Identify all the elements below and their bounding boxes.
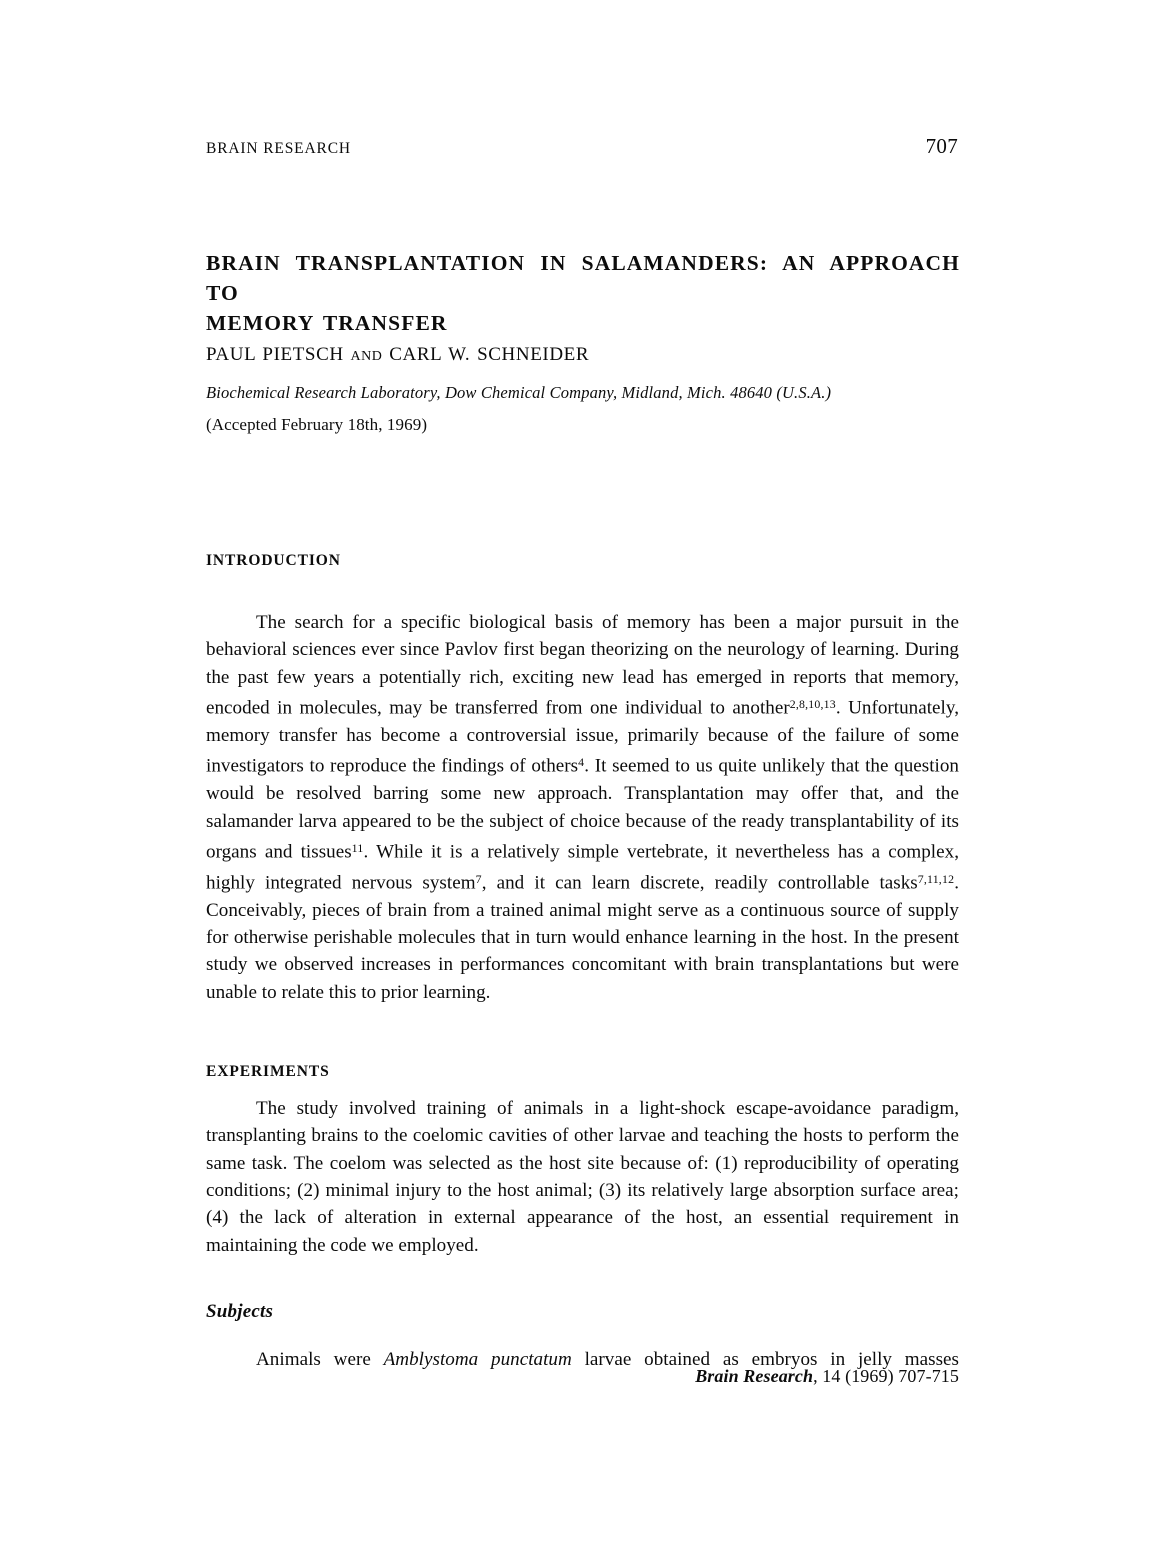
intro-text-part-6: . Conceivably, pieces of brain from a trained animal might serve as a continuous source of supply for otherwise perishable molecules that in turn would enhance learning in the host. In the present study we observed increases in performances concomitant with brain transplantations but were unable to relate this to prior learning. bbox=[206, 872, 959, 1003]
reference-marker: 2,8,10,13 bbox=[789, 696, 836, 711]
intro-text-part-3: . It seemed to us quite unlikely that the question would be resolved barring some new approach. Transplantation may offer that, and the salamander larva appeared to be the subject of choice because of the ready transplantability of its organs and tissues bbox=[206, 755, 959, 863]
reference-marker: 11 bbox=[351, 840, 364, 855]
experiments-paragraph: The study involved training of animals in a light-shock escape-avoidance paradigm, transplanting brains to the coelomic cavities of other larvae and teaching the hosts to perform the same task. The coelom was selected as the host site because of: (1) reproducibility of operating conditions; (2) minimal injury to the host animal; (3) its relatively large absorption surface area; (4) the lack of alteration in external appearance of the host, an essential requirement in maintaining the code we employed. bbox=[206, 1098, 959, 1256]
article-title-line-1: BRAIN TRANSPLANTATION IN SALAMANDERS: AN APPROACH TO bbox=[206, 251, 960, 306]
footer-volume-year-pages: , 14 (1969) 707-715 bbox=[813, 1366, 959, 1386]
intro-text-part-5: , and it can learn discrete, readily controllable tasks bbox=[481, 872, 918, 894]
accepted-date: (Accepted February 18th, 1969) bbox=[206, 415, 428, 434]
author-conjunction: AND bbox=[350, 349, 383, 364]
article-title-line-2: MEMORY TRANSFER bbox=[206, 311, 448, 336]
footer-journal-name: Brain Research bbox=[695, 1366, 814, 1386]
section-heading-experiments: EXPERIMENTS bbox=[206, 1062, 330, 1080]
running-head-journal-title: BRAIN RESEARCH bbox=[206, 140, 351, 157]
intro-text-part-1: The search for a specific biological basis of memory has been a major pursuit in the behavioral sciences ever since Pavlov first began theorizing on the neurology of learning. During the past few years a potentially rich, exciting new lead has emerged in reports that memory, encoded in molecules, may be transferred from one individual to another bbox=[206, 612, 959, 719]
species-name: Amblystoma punctatum bbox=[383, 1349, 572, 1371]
subjects-text-part-2: larvae obtained as embryos in jelly masses bbox=[571, 1349, 959, 1371]
intro-text-part-4: . While it is a relatively simple vertebrate, it nevertheless has a complex, highly integrated nervous system bbox=[206, 841, 959, 894]
article-title bbox=[206, 248, 960, 338]
footer-citation bbox=[206, 1366, 959, 1387]
intro-text-part-2: . Unfortunately, memory transfer has become a controversial issue, primarily because of the failure of some investigators to reproduce the findings of others bbox=[206, 697, 959, 777]
page-number: 707 bbox=[925, 134, 958, 158]
subsection-heading-subjects: Subjects bbox=[206, 1301, 274, 1322]
author-name-second: CARL W. SCHNEIDER bbox=[389, 344, 590, 365]
reference-marker: 7 bbox=[475, 871, 482, 886]
author-byline bbox=[206, 344, 589, 366]
author-name-first: PAUL PIETSCH bbox=[206, 344, 344, 365]
section-heading-introduction: INTRODUCTION bbox=[206, 551, 341, 569]
author-affiliation: Biochemical Research Laboratory, Dow Chemical Company, Midland, Mich. 48640 (U.S.A.) bbox=[206, 383, 832, 402]
running-head bbox=[206, 134, 958, 159]
reference-marker: 4 bbox=[578, 755, 585, 770]
introduction-paragraph bbox=[206, 609, 959, 1006]
subjects-text-part-1: Animals were bbox=[256, 1349, 384, 1371]
reference-marker: 7,11,12 bbox=[917, 871, 955, 886]
